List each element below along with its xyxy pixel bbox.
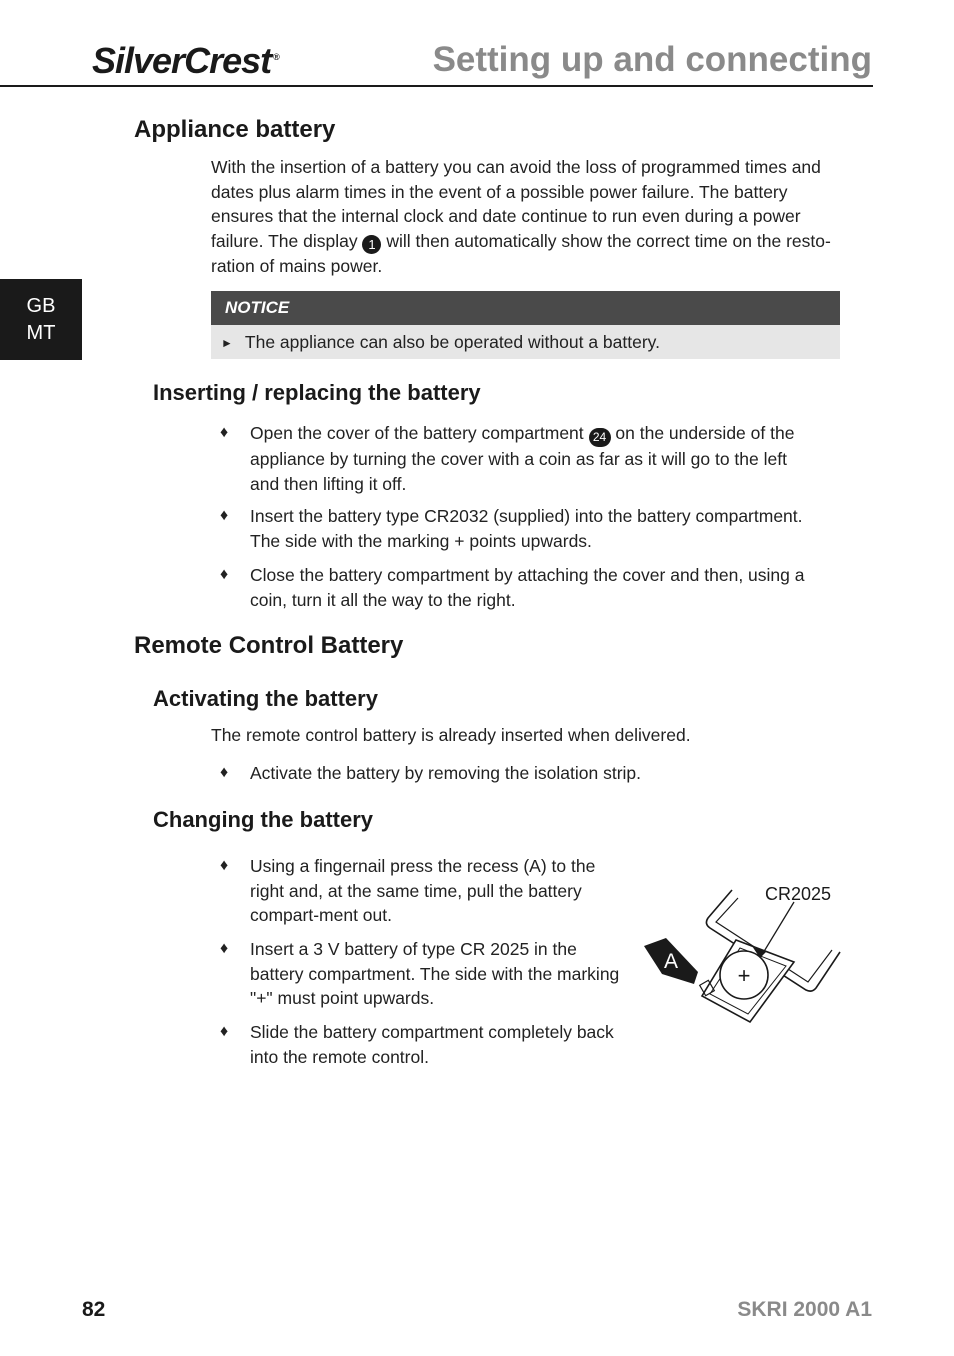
diamond-bullet-icon: ♦	[220, 1023, 229, 1040]
battery-compartment-illustration	[636, 878, 846, 1028]
language-code-mt: MT	[26, 321, 56, 344]
battery-compartment-reference-badge: 24	[589, 428, 611, 447]
changing-step-2: Insert a 3 V battery of type CR 2025 in the battery compartment. The side with the marking "+" must point upwards.	[250, 939, 620, 1009]
notice-text: The appliance can also be operated without a battery.	[244, 332, 660, 352]
changing-step-3: Slide the battery compartment completely back into the remote control.	[250, 1022, 614, 1067]
language-tab	[0, 279, 82, 360]
appliance-battery-paragraph	[211, 155, 836, 278]
diamond-bullet-icon: ♦	[220, 857, 229, 874]
activating-step: Activate the battery by removing the isolation strip.	[250, 763, 642, 783]
diamond-bullet-icon: ♦	[220, 940, 229, 957]
page-number: 82	[82, 1298, 106, 1321]
diamond-bullet-icon: ♦	[220, 764, 229, 781]
subheading-activating-battery: Activating the battery	[153, 686, 378, 711]
step-text-end: on the underside of the appliance by turning the cover with a coin as far as it will go to the left and then lifting it off.	[250, 423, 795, 494]
paragraph-text-end: will then automatically show the correct time on the resto-ration of mains power.	[211, 230, 831, 276]
header-divider	[0, 85, 873, 87]
section-heading-appliance-battery: Appliance battery	[134, 116, 336, 143]
brand-name: SilverCrest	[92, 40, 272, 81]
changing-step-1: Using a fingernail press the recess (A) to the right and, at the same time, pull the battery compart-ment out.	[250, 856, 596, 926]
display-reference-badge: 1	[362, 235, 381, 254]
brand-logo	[92, 40, 279, 82]
inserting-step-2: Insert the battery type CR2032 (supplied) into the battery compartment. The side with the marking + points upwards.	[250, 506, 803, 551]
inserting-step-1	[250, 421, 815, 496]
subheading-changing-battery: Changing the battery	[153, 807, 374, 832]
diamond-bullet-icon: ♦	[220, 566, 229, 583]
page-title: Setting up and connecting	[432, 40, 872, 79]
paragraph-text-start: With the insertion of a battery you can avoid the loss of programmed times and dates plus alarm times in the event of a possible power failure. The battery ensures that the internal clock and date continue to run even during a power failure. The display	[211, 157, 821, 251]
section-heading-remote-battery: Remote Control Battery	[134, 632, 404, 659]
diamond-bullet-icon: ♦	[220, 424, 229, 441]
recess-label-a: A	[664, 950, 679, 973]
language-code-gb: GB	[26, 294, 56, 317]
inserting-step-3: Close the battery compartment by attaching the cover and then, using a coin, turn it all the way to the right.	[250, 565, 805, 610]
model-number: SKRI 2000 A1	[737, 1298, 872, 1321]
notice-header: NOTICE	[211, 291, 840, 325]
activating-paragraph: The remote control battery is already inserted when delivered.	[211, 725, 691, 745]
step-text-start: Open the cover of the battery compartment	[250, 423, 584, 443]
plus-marking: +	[737, 963, 751, 988]
notice-body	[211, 325, 840, 359]
triangle-bullet-icon: ►	[221, 336, 233, 350]
subheading-inserting-battery: Inserting / replacing the battery	[153, 380, 481, 405]
label-leader-line	[760, 902, 794, 958]
diamond-bullet-icon: ♦	[220, 507, 229, 524]
registered-mark: ®	[273, 52, 279, 62]
battery-type-label: CR2025	[765, 884, 832, 904]
